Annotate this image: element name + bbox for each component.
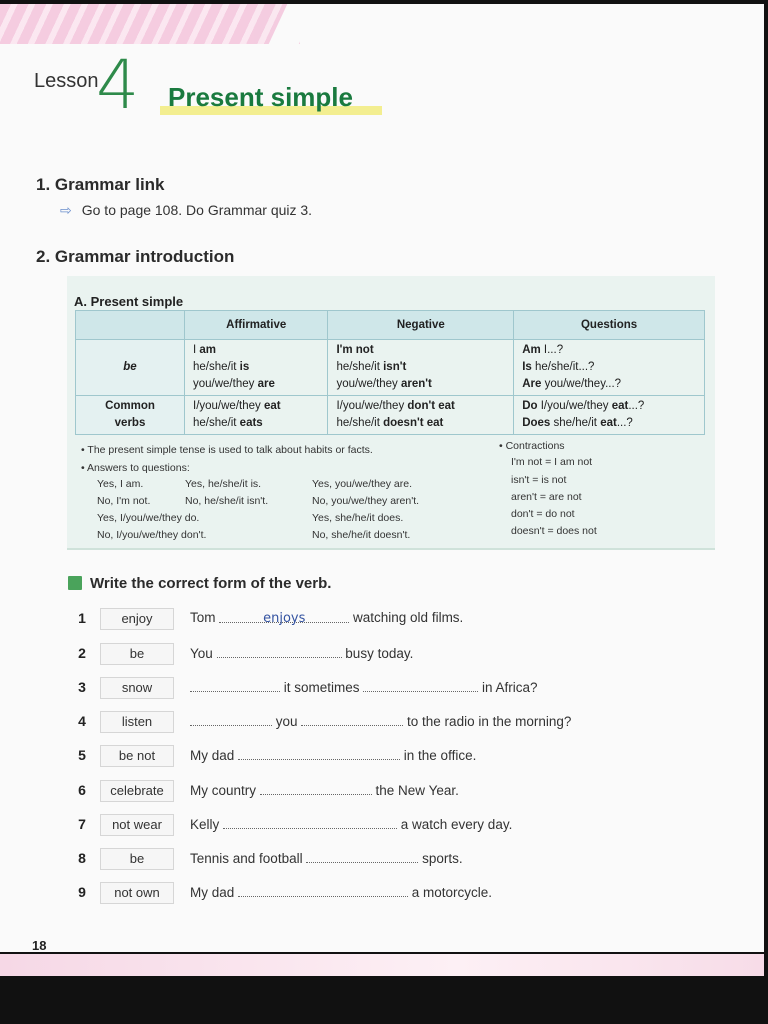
item-sentence: it sometimes in Africa? <box>190 679 538 695</box>
answer-item: Yes, he/she/it is. <box>185 478 262 490</box>
exercise-item-3 <box>0 677 768 703</box>
item-number: 7 <box>78 816 86 832</box>
item-number: 5 <box>78 747 86 763</box>
item-number: 4 <box>78 713 86 729</box>
col-negative: Negative <box>328 311 514 340</box>
cell-common-questions: Do I/you/we/they eat...? Does she/he/it eat...? <box>514 396 705 435</box>
table-row-common-verbs <box>76 396 705 435</box>
exercise-item-4 <box>0 711 768 737</box>
verb-box: be <box>100 643 174 665</box>
answer-item: Yes, I/you/we/they do. <box>97 512 200 524</box>
page-number: 18 <box>32 938 47 953</box>
exercise-instruction: Write the correct form of the verb. <box>68 575 331 592</box>
item-sentence: Kelly a watch every day. <box>190 817 513 832</box>
row-label-be: be <box>76 340 185 396</box>
decorative-bottom-band <box>0 954 764 976</box>
item-sentence: Tom enjoys watching old films. <box>190 610 464 626</box>
item-number: 1 <box>78 610 86 626</box>
cell-common-affirmative: I/you/we/they eat he/she/it eats <box>185 396 328 435</box>
cell-be-questions: Am I...? Is he/she/it...? Are you/we/they...? <box>514 340 705 396</box>
contraction-item: aren't = are not <box>511 491 582 503</box>
col-affirmative: Affirmative <box>185 311 328 340</box>
verb-box: listen <box>100 711 174 733</box>
note-answers-title: • Answers to questions: <box>81 462 190 474</box>
answer-blank[interactable] <box>238 747 400 760</box>
row-label-common-verbs: Common verbs <box>76 396 185 435</box>
item-sentence: My country the New Year. <box>190 783 459 798</box>
section-grammar-intro-heading: 2. Grammar introduction <box>36 247 235 266</box>
exercise-item-7 <box>0 814 768 840</box>
item-sentence: Tennis and football sports. <box>190 851 463 866</box>
handwritten-answer: enjoys <box>263 611 306 626</box>
table-corner <box>76 311 185 340</box>
verb-box: not wear <box>100 814 174 836</box>
item-number: 2 <box>78 645 86 661</box>
contraction-item: don't = do not <box>511 508 575 520</box>
answer-blank[interactable] <box>219 610 349 626</box>
answer-blank[interactable] <box>306 850 418 863</box>
verb-box: celebrate <box>100 780 174 802</box>
verb-box: enjoy <box>100 608 174 630</box>
answer-item: Yes, you/we/they are. <box>312 478 413 490</box>
answer-item: No, I/you/we/they don't. <box>97 529 207 541</box>
item-sentence: You busy today. <box>190 646 414 661</box>
grammar-box-title: A. Present simple <box>74 294 184 309</box>
answer-blank[interactable] <box>190 713 272 726</box>
verb-box: be <box>100 848 174 870</box>
answer-item: No, she/he/it doesn't. <box>312 529 411 541</box>
cell-be-affirmative: I am he/she/it is you/we/they are <box>185 340 328 396</box>
present-simple-table <box>75 310 705 435</box>
answer-blank[interactable] <box>363 679 478 692</box>
exercise-item-5 <box>0 745 768 771</box>
verb-box: not own <box>100 882 174 904</box>
item-sentence: you to the radio in the morning? <box>190 713 571 729</box>
item-number: 8 <box>78 850 86 866</box>
lesson-title: Present simple <box>168 82 353 112</box>
textbook-page <box>0 4 764 952</box>
note-contractions-title: • Contractions <box>499 440 565 452</box>
item-number: 3 <box>78 679 86 695</box>
answer-item: No, he/she/it isn't. <box>185 495 269 507</box>
table-header-row <box>76 311 705 340</box>
item-number: 6 <box>78 782 86 798</box>
answer-blank[interactable] <box>190 679 280 692</box>
grammar-box <box>67 276 715 550</box>
exercise-item-8 <box>0 848 768 874</box>
contraction-item: doesn't = does not <box>511 525 597 537</box>
exercise-item-2 <box>0 643 768 669</box>
item-sentence: My dad in the office. <box>190 748 477 763</box>
cell-common-negative: I/you/we/they don't eat he/she/it doesn't eat <box>328 396 514 435</box>
contraction-item: isn't = is not <box>511 474 567 486</box>
note-usage: • The present simple tense is used to talk about habits or facts. <box>81 444 373 456</box>
answer-blank[interactable] <box>301 713 403 726</box>
verb-box: snow <box>100 677 174 699</box>
section-grammar-link-heading: 1. Grammar link <box>36 175 165 194</box>
lesson-label: Lesson <box>34 70 99 92</box>
arrow-right-icon: ⇨ <box>60 202 72 218</box>
contraction-item: I'm not = I am not <box>511 456 593 468</box>
table-row-be <box>76 340 705 396</box>
answer-blank[interactable] <box>217 645 342 658</box>
lesson-number: 4 <box>96 46 140 125</box>
grammar-link-instruction <box>60 202 312 219</box>
grammar-link-text: Go to page 108. Do Grammar quiz 3. <box>81 202 313 218</box>
answer-blank[interactable] <box>260 782 372 795</box>
exercise-square-icon <box>68 576 82 590</box>
decorative-top-band <box>0 4 300 44</box>
answer-item: Yes, she/he/it does. <box>312 512 404 524</box>
verb-box: be not <box>100 745 174 767</box>
answer-item: Yes, I am. <box>97 478 144 490</box>
exercise-item-1 <box>0 608 768 634</box>
answer-item: No, I'm not. <box>97 495 151 507</box>
item-sentence: My dad a motorcycle. <box>190 885 493 900</box>
col-questions: Questions <box>514 311 705 340</box>
cell-be-negative: I'm not he/she/it isn't you/we/they aren't <box>328 340 514 396</box>
answer-blank[interactable] <box>223 816 397 829</box>
exercise-item-6 <box>0 780 768 806</box>
answer-item: No, you/we/they aren't. <box>312 495 420 507</box>
item-number: 9 <box>78 884 86 900</box>
answer-blank[interactable] <box>238 884 408 897</box>
exercise-item-9 <box>0 882 768 908</box>
